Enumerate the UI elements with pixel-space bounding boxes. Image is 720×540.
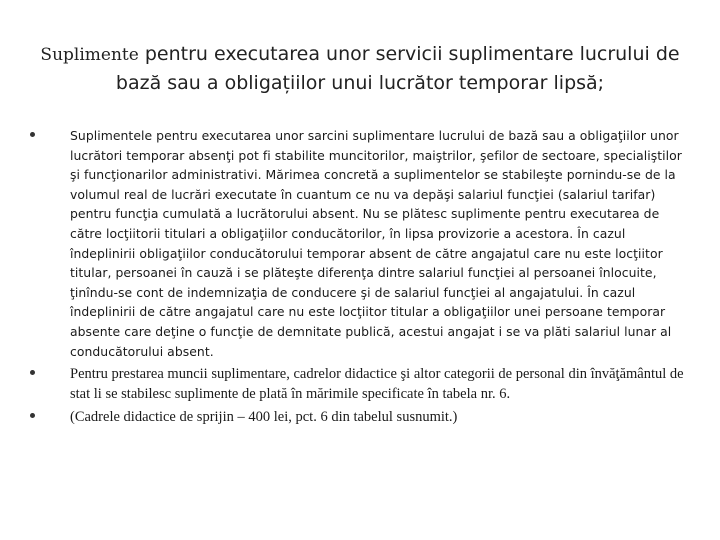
- bullet-list: [28, 126, 692, 430]
- bullet-dot-icon: [30, 413, 35, 418]
- slide-title: [40, 40, 680, 97]
- bullet-dot-icon: [30, 370, 35, 375]
- title-part-3: lipsă;: [553, 72, 605, 94]
- bullet-text: Pentru prestarea muncii suplimentare, cadrelor didactice şi altor categorii de personal din învăţământul de stat li se stabilesc suplimente de plată în mărimile specificate în tabela nr. 6.: [70, 366, 684, 403]
- bullet-dot-icon: [30, 132, 35, 137]
- title-part-1: Suplimente: [40, 45, 139, 65]
- bullet-item-supplements-general: [28, 126, 692, 361]
- bullet-text: (Cadrele didactice de sprijin – 400 lei, pct. 6 din tabelul susnumit.): [70, 409, 458, 426]
- bullet-item-teaching-staff: [28, 364, 692, 404]
- bullet-item-support-staff: [28, 407, 692, 427]
- bullet-text: Suplimentele pentru executarea unor sarcini suplimentare lucrului de bază sau a obligaţiilor unor lucrători temporar absenţi pot fi stabilite muncitorilor, maiştrilor, şefilor de sectoare, specialiştilor şi funcţionarilor administrativi. Mărimea concretă a suplimentelor se stabileşte pornindu-se de la volumul real de lucrări executate în cuantum ce nu va depăşi salariul funcţiei (salariul tarifar) pentru funcţia cumulată a lucrătorului absent. Nu se plătesc suplimente pentru executarea de către locţiitorii titulari a obligaţiilor conducătorilor, în lipsa provizorie a acestora. În cazul îndeplinirii obligaţiilor conducătorului temporar absent de către angajatul care nu este locţiitor titular, persoanei în cauză i se plăteşte diferenţa dintre salariul funcţiei al persoanei înlocuite, ţinîndu-se cont de indemnizaţia de conducere şi de salariul funcţiei al angajatului. În cazul îndeplinirii de către angajatul care nu este locţiitor titular a obligaţiilor unei persoane temporar absente care deţine o funcţie de demnitate publică, acestui angajat i se va plăti salariul lunar al conducătorului absent.: [70, 128, 682, 359]
- title-part-2: pentru executarea unor servicii suplimentare lucrului de bază sau a obligațiilor unui lucrător temporar: [115, 43, 680, 94]
